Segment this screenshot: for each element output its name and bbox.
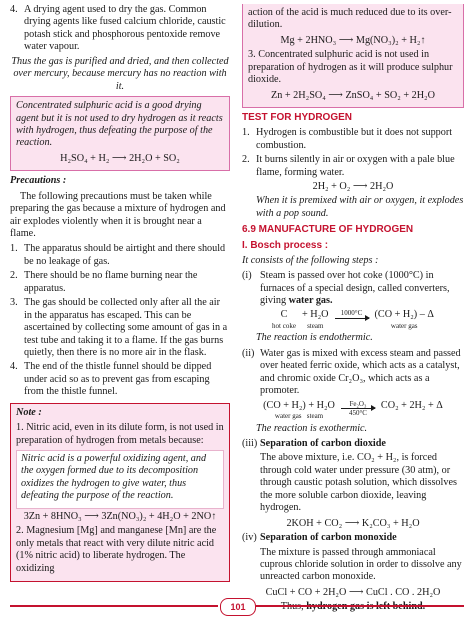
purified-note: Thus the gas is purified and dried, and then collected over mercury, because mercury has no reaction with it.: [11, 55, 229, 92]
list-number: 2.: [10, 270, 18, 282]
equation-2: [242, 400, 464, 421]
manufacture-title: 6.9 MANUFACTURE OF HYDROGEN: [242, 224, 414, 236]
note-2: 2. Magnesium [Mg] and manganese [Mn] are the only metals that react with very dilute nitric acid (1% nitric acid) to liberate hydrogen. The oxidizing: [16, 525, 217, 574]
eq1-product-label: water gas: [390, 321, 418, 330]
equation-1: [242, 309, 464, 330]
list-number: 3.: [10, 297, 18, 309]
list-text: The apparatus should be airtight and there should be no leakage of gas.: [24, 243, 226, 267]
step-text: Water gas is mixed with excess steam and passed over heated ferric oxide, which acts as a catalyst, and chromic oxide Cr₂O₃, which acts as a promoter.: [260, 347, 461, 397]
exothermic-note: The reaction is exothermic.: [256, 422, 368, 434]
page-number: 101: [220, 598, 256, 616]
eq1-condition: 1000°C: [340, 309, 363, 318]
note-title: Note :: [16, 406, 42, 418]
eq2-lhs: (CO + H₂) + H₂O: [263, 399, 335, 411]
step-iii-text: The above mixture, i.e. CO₂ + H₂, is forced through cold water under pressure (30 atm), or through caustic potash solution, which dissolves the more soluble carbon dioxide, leaving hydrogen.: [260, 452, 457, 514]
step-number: (iii): [242, 438, 258, 449]
list-number: 4.: [10, 361, 18, 373]
water-gas-term: water gas.: [288, 295, 333, 306]
list-text: It burns silently in air or oxygen with a pale blue flame, forming water.: [256, 154, 455, 178]
precautions-intro: The following precautions must be taken while preparing the gas because a mixture of hydrogen and air explodes violently when it is brought near a flame.: [10, 190, 226, 239]
note-1-equation: 3Zn + 8HNO₃ ⟶ 3Zn(NO₃)₂ + 4H₂O + 2NO↑: [23, 510, 217, 522]
list-item: [10, 243, 230, 268]
left-column: [10, 4, 230, 582]
step-text: [260, 270, 464, 307]
box-text: Concentrated sulphuric acid is a good drying agent but it is not used to dry hydrogen as it reacts with hydrogen, thus defeating the purpose of the reaction.: [16, 100, 223, 149]
footer-rule-right: [256, 605, 464, 607]
nitric-continued-box: [242, 4, 464, 108]
list-item: [10, 270, 230, 295]
list-number: 2.: [242, 154, 250, 166]
eq2-temperature: 450°C: [348, 409, 367, 418]
step-iv-text: The mixture is passed through ammoniacal cuprous chloride solution in order to dissolve any unreacted carbon monoxide.: [260, 546, 462, 583]
list-number: 1.: [242, 127, 250, 139]
step-number: (ii): [242, 347, 255, 359]
eq2-catalyst: Fe₂O₃: [349, 399, 367, 408]
step-i-text: Steam is passed over hot coke (1000°C) in furnaces of a special design, called converters, giving: [260, 270, 450, 306]
box-item3-equation: Zn + 2H₂SO₄ ⟶ ZnSO₄ + SO₂ + 2H₂O: [271, 89, 435, 101]
list-item: [242, 127, 464, 152]
step-title: Separation of carbon monoxide: [260, 532, 397, 544]
bosch-title: I. Bosch process :: [242, 239, 329, 251]
precautions-list: [10, 243, 230, 398]
note-1-inner-text: Nitric acid is a powerful oxidizing agent, and the oxygen formed due to its decomposition oxidizes the hydrogen to give water, thus defeating the purpose of the reaction.: [21, 453, 207, 502]
eq2-label-water-gas: water gas: [274, 412, 302, 421]
equation-4: CuCl + CO + 2H₂O ⟶ CuCl . CO . 2H₂O: [265, 586, 441, 598]
box-top-equation: Mg + 2HNO₃ ⟶ Mg(NO₃)₂ + H₂↑: [280, 34, 426, 46]
list-number: 4.: [10, 4, 18, 15]
test-italic: When it is premixed with air or oxygen, it explodes with a pop sound.: [256, 195, 464, 219]
eq1-carbon-label: hot coke: [272, 321, 296, 330]
step-number: (iv): [242, 532, 257, 544]
page-footer: [0, 598, 474, 614]
step-i: [242, 270, 464, 307]
list-item: [242, 154, 464, 179]
eq1-carbon: C: [280, 309, 288, 321]
list-number: 1.: [10, 243, 18, 255]
right-column: [242, 4, 464, 617]
eq1-steam: + H₂O: [301, 309, 329, 321]
step-title: Separation of carbon dioxide: [260, 438, 386, 449]
test-title: TEST FOR HYDROGEN: [242, 112, 353, 124]
endothermic-note: The reaction is endothermic.: [256, 332, 373, 344]
eq2-label-steam: steam: [306, 412, 324, 421]
note-1: 1. Nitric acid, even in its dilute form, is not used in preparation of hydrogen from metals because:: [16, 422, 224, 446]
sulphuric-acid-box: [10, 96, 230, 171]
box-item3-text: 3. Concentrated sulphuric acid is not used in preparation of hydrogen as it will produce sulphur dioxide.: [248, 49, 453, 86]
list-item: [10, 297, 230, 359]
eq1-arrow: [335, 309, 369, 319]
eq1-steam-label: steam: [307, 321, 324, 330]
list-item: [10, 4, 230, 54]
eq2-arrow: [341, 400, 375, 418]
equation-3: 2KOH + CO₂ ⟶ K₂CO₃ + H₂O: [286, 517, 420, 529]
list-item: [10, 361, 230, 398]
step-number: (i): [242, 270, 252, 282]
list-text: The end of the thistle funnel should be dipped under acid so as to prevent gas from escaping from the thistle funnel.: [24, 361, 212, 398]
step-ii: [242, 348, 464, 398]
list-text: The gas should be collected only after all the air in the apparatus has escaped. This can be ascertained by collecting some amount of gas in a test tube and taking it to a flame. If the gas burns quietly, then there is no more air in the flask.: [24, 297, 228, 358]
eq2-rhs: CO₂ + 2H₂ + Δ: [380, 399, 443, 411]
footer-rule-left: [10, 605, 218, 607]
list-text: Hydrogen is combustible but it does not support combustion.: [256, 127, 453, 151]
note-box: [10, 403, 230, 582]
box-equation: H₂SO₄ + H₂ ⟶ 2H₂O + SO₂: [60, 152, 180, 164]
list-text: There should be no flame burning near the apparatus.: [24, 270, 198, 294]
note-1-inner: [16, 450, 224, 509]
step-iii: [242, 438, 464, 450]
box-top-text: action of the acid is much reduced due to its over-dilution.: [248, 7, 452, 31]
test-equation: 2H₂ + O₂ ⟶ 2H₂O: [312, 181, 394, 192]
precautions-title: Precautions :: [10, 175, 67, 187]
bosch-intro: It consists of the following steps :: [242, 254, 379, 266]
eq1-product: (CO + H₂) – Δ: [374, 309, 434, 321]
drying-agent-text: A drying agent used to dry the gas. Common drying agents like fused calcium chloride, caustic potash stick and phosphorous pentoxide remove water vapour.: [24, 4, 226, 53]
step-iv: [242, 532, 464, 544]
